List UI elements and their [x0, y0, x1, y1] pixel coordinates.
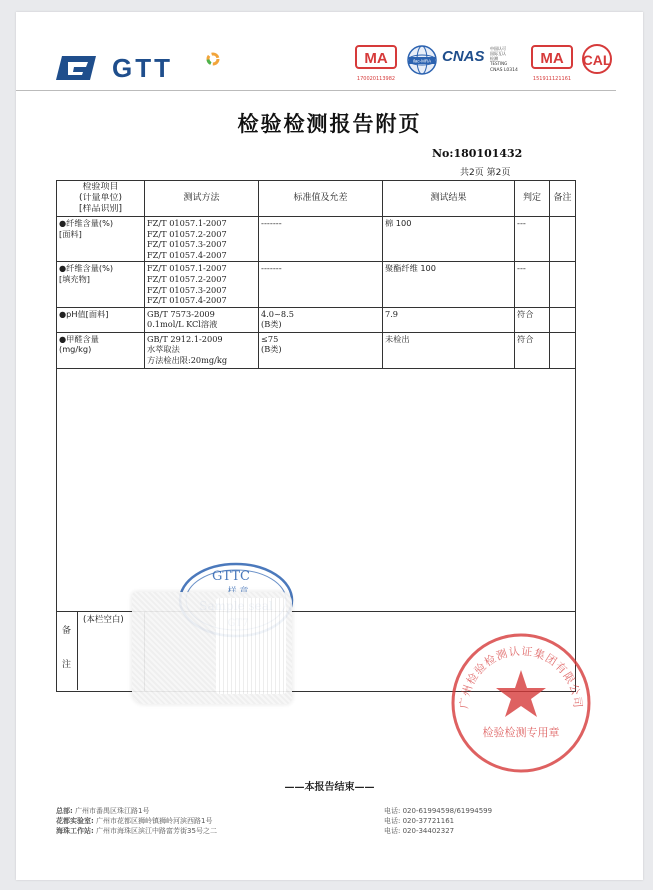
header-remark: 备注	[550, 181, 576, 217]
ilac-globe-icon	[406, 44, 438, 76]
cnas-text-2: 国际互认	[490, 51, 506, 56]
row4-remark	[550, 332, 576, 368]
cma-badge-right	[530, 42, 574, 84]
notes-label-top: 备	[62, 625, 72, 636]
cma-mark-right-icon	[530, 42, 574, 72]
brand-ring-icon	[206, 52, 220, 66]
cma-left-number: 170020113982	[356, 76, 396, 82]
header-standard: 标准值及允差	[259, 181, 383, 217]
svg-text:MA: MA	[364, 50, 388, 67]
svg-text:ilac-MRA: ilac-MRA	[412, 58, 432, 64]
row3-result: 7.9	[383, 307, 515, 332]
row2-item: ●纤维含量(%) [填充物]	[57, 262, 145, 307]
header-item: 检验项目 (计量单位) [样品识别]	[57, 181, 145, 217]
cnas-label: CNAS	[442, 48, 485, 65]
cma-mark-icon	[354, 42, 398, 72]
header-result: 测试结果	[383, 181, 515, 217]
footer-address-2: 花都实验室: 广州市花都区狮岭镇狮岭河滨西路1号	[56, 817, 213, 825]
header-method: 测试方法	[145, 181, 259, 217]
official-red-seal	[446, 628, 596, 778]
row4-item: ●甲醛含量 (mg/kg)	[57, 332, 145, 368]
gtt-emblem-icon	[56, 54, 98, 82]
cnas-badge	[442, 46, 522, 82]
header-judge: 判定	[515, 181, 550, 217]
official-seal-bottom: 检验检测专用章	[482, 726, 560, 739]
row3-remark	[550, 307, 576, 332]
svg-text:MA: MA	[540, 50, 564, 67]
page-count: 共2页 第2页	[460, 168, 511, 178]
header-divider	[16, 90, 616, 91]
fabric-sample-swatch	[132, 592, 292, 704]
gtt-logo	[56, 50, 216, 86]
footer-address-1: 总部: 广州市番禺区珠江路1号	[56, 807, 150, 815]
row2-method: FZ/T 01057.1-2007 FZ/T 01057.2-2007 FZ/T 01057.3-2007 FZ/T 01057.4-2007	[145, 262, 259, 307]
accreditation-badges	[352, 42, 622, 86]
end-of-report: ——本报告结束——	[284, 782, 375, 793]
footer-phones	[384, 806, 604, 836]
row1-result: 棉 100	[383, 217, 515, 262]
row4-standard: ≤75 (B类)	[259, 332, 383, 368]
ilac-badge	[406, 44, 438, 76]
cma-badge-left	[354, 42, 398, 84]
footer-phone-2: 电话: 020-37721161	[384, 817, 455, 825]
official-seal-ring-text: 广州检验检测认证集团有限公司	[457, 644, 585, 710]
table-row	[57, 217, 576, 262]
row4-method: GB/T 2912.1-2009 水萃取法 方法检出限:20mg/kg	[145, 332, 259, 368]
row1-method: FZ/T 01057.1-2007 FZ/T 01057.2-2007 FZ/T 01057.3-2007 FZ/T 01057.4-2007	[145, 217, 259, 262]
footer-phone-3: 电话: 020-34402327	[384, 827, 455, 835]
table-row	[57, 262, 576, 307]
row1-judge: ---	[515, 217, 550, 262]
report-number: No:180101432	[432, 147, 523, 160]
star-icon	[496, 670, 546, 717]
row3-judge: 符合	[515, 307, 550, 332]
row4-result: 未检出	[383, 332, 515, 368]
cnas-text-1: 中国认可	[490, 46, 506, 51]
row1-item: ●纤维含量(%) [面料]	[57, 217, 145, 262]
row3-method: GB/T 7573-2009 0.1mol/L KCl溶液	[145, 307, 259, 332]
row2-standard: -------	[259, 262, 383, 307]
svg-text:CAL: CAL	[582, 52, 612, 68]
footer-address-3: 海珠工作站: 广州市海珠区滨江中路富芳街35号之二	[56, 827, 217, 835]
row3-item: ●pH值[面料]	[57, 307, 145, 332]
table-row	[57, 307, 576, 332]
blank-area-row	[57, 368, 576, 611]
row4-judge: 符合	[515, 332, 550, 368]
footer-phone-1: 电话: 020-61994598/61994599	[384, 807, 493, 815]
sample-seal-top: GTTC	[212, 569, 250, 584]
blank-area	[57, 368, 576, 611]
row1-standard: -------	[259, 217, 383, 262]
cal-mark-icon	[580, 42, 614, 76]
report-page	[16, 12, 643, 880]
row2-remark	[550, 262, 576, 307]
table-header-row	[57, 181, 576, 217]
cma-right-number: 151911121161	[532, 76, 572, 82]
cal-badge	[580, 42, 616, 78]
cnas-text-3: 检测	[490, 56, 498, 61]
row2-judge: ---	[515, 262, 550, 307]
row1-remark	[550, 217, 576, 262]
page-title: 检验检测报告附页	[237, 112, 422, 136]
table-row	[57, 332, 576, 368]
row2-result: 聚酯纤维 100	[383, 262, 515, 307]
notes-label-bottom: 注	[62, 659, 72, 670]
cnas-text-4: TESTING	[490, 61, 508, 66]
cnas-number: CNAS L0314	[490, 68, 518, 73]
row3-standard: 4.0~8.5 (B类)	[259, 307, 383, 332]
footer-addresses	[56, 806, 356, 836]
notes-text: (本栏空白)	[83, 614, 124, 625]
brand-name: GTT	[112, 53, 173, 83]
